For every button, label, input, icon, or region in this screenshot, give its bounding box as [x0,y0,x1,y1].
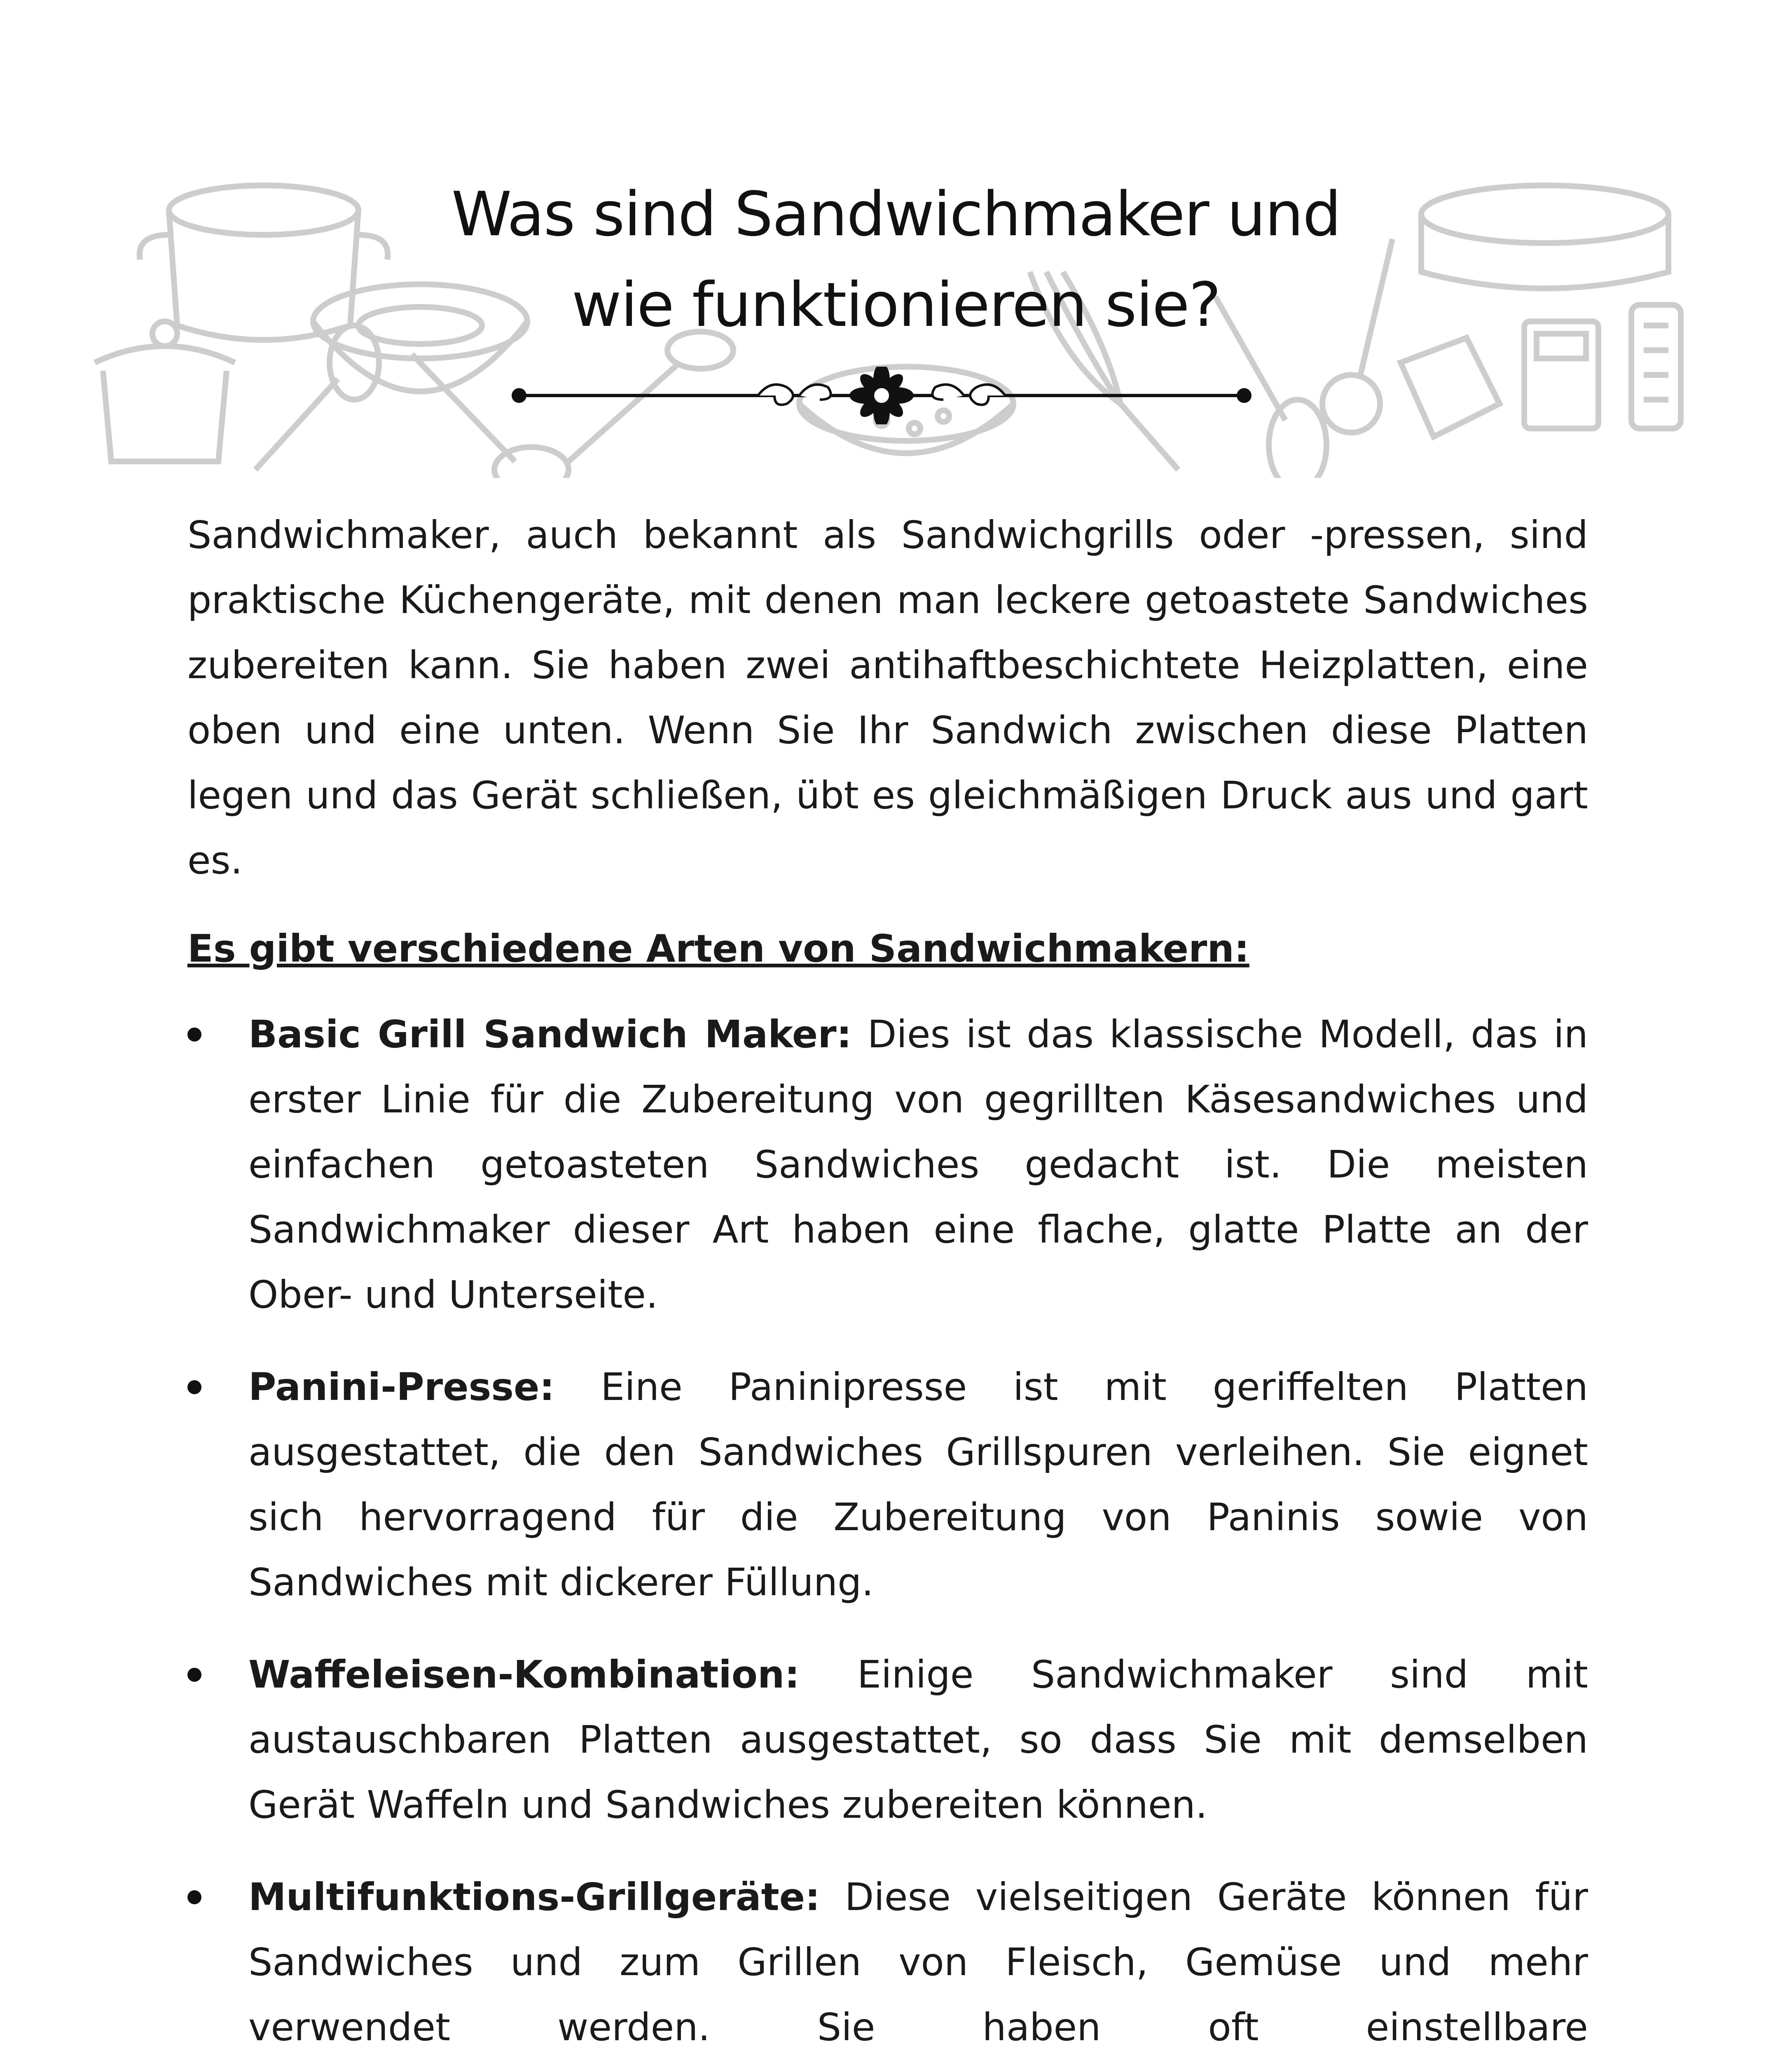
main-content [187,503,1588,2060]
bullet-icon [187,1890,201,1904]
bullet-icon [187,1668,201,1682]
intro-paragraph: Sandwichmaker, auch bekannt als Sandwichgrills oder -pressen, sind praktische Küchengeräte, mit denen man leckere getoastete Sandwiches zubereiten kann. Sie haben zwei antihaftbeschichtete Heizplatten, eine oben und eine unten. Wenn Sie Ihr Sandwich zwischen diese Platten legen und das Gerät schließen, übt es gleichmäßigen Druck aus und gart es. [187,513,1588,883]
page-title [124,169,1668,350]
list-item-term: Basic Grill Sandwich Maker: [248,1012,852,1056]
bullet-icon [187,1380,201,1394]
list-item-term: Waffeleisen-Kombination: [248,1653,800,1697]
types-list [187,1002,1588,2060]
flower-icon [849,367,914,424]
list-item-term: Panini-Presse: [248,1365,555,1409]
bullet-icon [187,1028,201,1042]
list-item [187,1642,1588,1838]
list-item [187,1355,1588,1615]
list-item-text: Dies ist das klassische Modell, das in erster Linie für die Zubereitung von gegrillten Käsesandwiches und einfachen getoasteten Sandwiches gedacht ist. Die meisten Sandwichmaker dieser Art haben eine flache, glatte Platte an der Ober- und Unterseite. [248,1012,1588,1317]
list-item-text: Einige Sandwichmaker sind mit austauschbaren Platten ausgestattet, so dass Sie mit demselben Gerät Waffeln und Sandwiches zubereiten können. [248,1653,1588,1827]
list-item-term: Multifunktions-Grillgeräte: [248,1875,820,1919]
page-title-line-2: wie funktionieren sie? [571,269,1221,340]
list-item-text: Diese vielseitigen Geräte können für Sandwiches und zum Grillen von Fleisch, Gemüse und mehr verwendet werden. Sie haben oft einstellbare [248,1875,1588,2049]
types-subheading: Es gibt verschiedene Arten von Sandwichmakern: [187,927,1249,971]
list-item [187,1002,1588,1327]
list-item [187,1865,1588,2060]
list-item-text: Eine Paninipresse ist mit geriffelten Platten ausgestattet, die den Sandwiches Grillspuren verleihen. Sie eignet sich hervorragend für die Zubereitung von Paninis sowie von Sandwiches mit dickerer Füllung. [248,1365,1588,1604]
towel-icon [1401,338,1500,437]
title-divider-ornament [511,367,1252,424]
page-title-line-1: Was sind Sandwichmaker und [451,179,1341,250]
